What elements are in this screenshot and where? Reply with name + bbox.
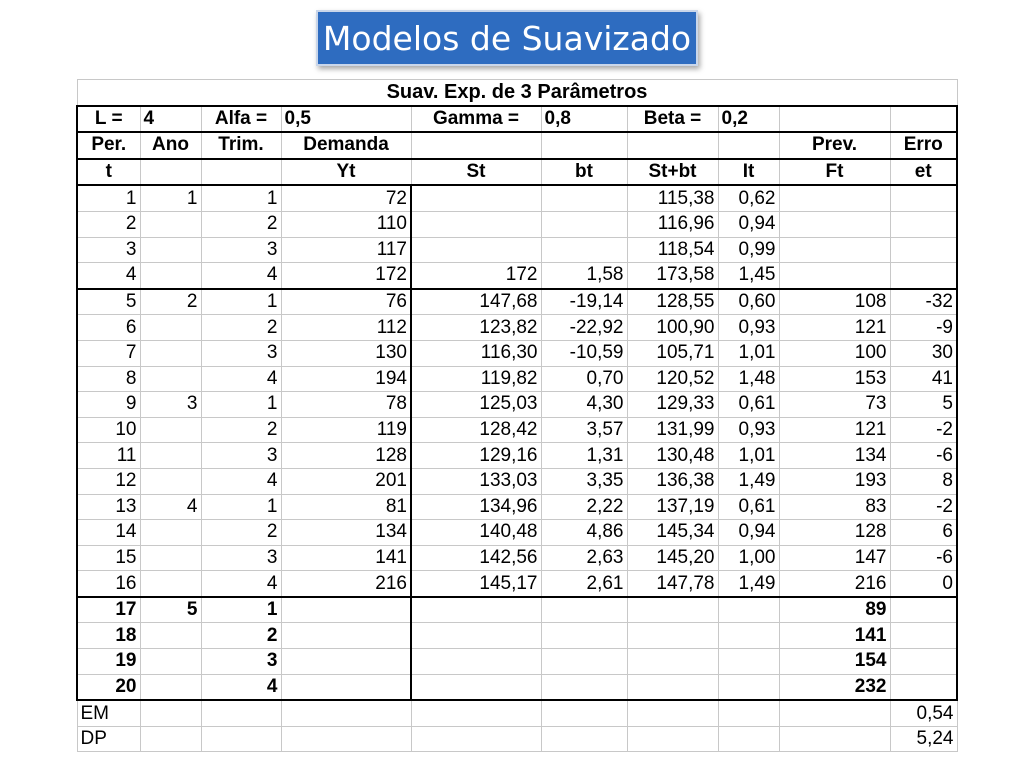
cell-st-bt: 120,52 [627,366,718,392]
cell-per: 9 [77,392,140,418]
cell-ano: 4 [140,494,201,520]
header-ano: Ano [140,132,201,159]
cell-per: 18 [77,623,140,649]
summary-empty-cell [201,700,281,726]
cell-st: 125,03 [411,392,541,418]
table-row [77,443,957,469]
cell-erro: -6 [890,545,957,571]
cell-prev [779,237,890,263]
cell-trim: 4 [201,468,281,494]
table-row [77,623,957,649]
cell-it: 0,93 [718,315,779,341]
cell-it: 1,48 [718,366,779,392]
cell-per: 3 [77,237,140,263]
cell-it: 0,60 [718,289,779,315]
cell-prev: 232 [779,674,890,700]
cell-st: 128,42 [411,417,541,443]
cell-it: 0,62 [718,185,779,211]
subheader-prev: Ft [779,159,890,186]
cell-prev: 89 [779,597,890,623]
cell-it: 0,94 [718,211,779,237]
cell-demanda: 172 [281,263,411,289]
cell-demanda: 78 [281,392,411,418]
cell-trim: 3 [201,237,281,263]
cell-st: 140,48 [411,520,541,546]
summary-empty-cell [627,726,718,752]
summary-value: 5,24 [890,726,957,752]
cell-demanda: 128 [281,443,411,469]
table-row [77,597,957,623]
summary-empty-cell [201,726,281,752]
param-empty-cell [890,106,957,133]
cell-bt [541,674,627,700]
cell-st-bt [627,597,718,623]
cell-st [411,211,541,237]
cell-erro: -9 [890,315,957,341]
param-l-value: 4 [140,106,201,133]
cell-ano [140,315,201,341]
cell-ano: 1 [140,185,201,211]
cell-st: 147,68 [411,289,541,315]
header-st-bt [627,132,718,159]
cell-per: 19 [77,649,140,675]
header-demanda: Demanda [281,132,411,159]
cell-st-bt: 116,96 [627,211,718,237]
summary-empty-cell [779,726,890,752]
cell-it: 1,00 [718,545,779,571]
table-row [77,674,957,700]
cell-st-bt [627,674,718,700]
param-beta-label: Beta = [627,106,718,133]
cell-st-bt: 105,71 [627,340,718,366]
table-row [77,366,957,392]
cell-prev [779,185,890,211]
cell-erro: 0 [890,571,957,597]
summary-empty-cell [411,700,541,726]
cell-prev [779,211,890,237]
cell-ano [140,545,201,571]
cell-per: 2 [77,211,140,237]
cell-trim: 1 [201,494,281,520]
cell-demanda: 194 [281,366,411,392]
summary-label: EM [77,700,140,726]
cell-prev: 108 [779,289,890,315]
cell-per: 11 [77,443,140,469]
table-row [77,315,957,341]
cell-st [411,623,541,649]
cell-trim: 4 [201,571,281,597]
cell-erro: 5 [890,392,957,418]
param-beta-value: 0,2 [718,106,779,133]
cell-bt: 2,61 [541,571,627,597]
summary-label: DP [77,726,140,752]
cell-ano [140,237,201,263]
header-prev: Prev. [779,132,890,159]
cell-per: 17 [77,597,140,623]
summary-empty-cell [140,726,201,752]
subheader-st: St [411,159,541,186]
cell-it [718,649,779,675]
cell-bt: 3,57 [541,417,627,443]
cell-st [411,185,541,211]
cell-bt [541,649,627,675]
table-row [77,211,957,237]
cell-ano [140,571,201,597]
cell-prev [779,263,890,289]
cell-prev: 147 [779,545,890,571]
cell-bt [541,185,627,211]
cell-bt: -19,14 [541,289,627,315]
cell-ano [140,520,201,546]
subheader-it: It [718,159,779,186]
cell-trim: 1 [201,392,281,418]
cell-it: 1,49 [718,571,779,597]
cell-trim: 2 [201,520,281,546]
cell-ano [140,623,201,649]
summary-empty-cell [718,700,779,726]
cell-per: 8 [77,366,140,392]
cell-bt: -10,59 [541,340,627,366]
table-row [77,520,957,546]
cell-ano [140,417,201,443]
cell-erro [890,623,957,649]
cell-prev: 141 [779,623,890,649]
cell-trim: 1 [201,185,281,211]
cell-erro [890,211,957,237]
cell-trim: 3 [201,649,281,675]
cell-ano: 5 [140,597,201,623]
subheader-row [77,159,957,186]
cell-st-bt: 115,38 [627,185,718,211]
cell-bt [541,211,627,237]
cell-per: 10 [77,417,140,443]
cell-trim: 4 [201,263,281,289]
cell-it: 0,93 [718,417,779,443]
cell-bt: 1,31 [541,443,627,469]
summary-empty-cell [779,700,890,726]
cell-erro: -2 [890,417,957,443]
cell-st: 116,30 [411,340,541,366]
table-title-row [77,80,957,106]
header-bt [541,132,627,159]
cell-erro [890,649,957,675]
cell-bt: -22,92 [541,315,627,341]
cell-prev: 153 [779,366,890,392]
cell-st: 129,16 [411,443,541,469]
cell-bt: 2,22 [541,494,627,520]
cell-per: 14 [77,520,140,546]
cell-it: 0,99 [718,237,779,263]
cell-st-bt: 173,58 [627,263,718,289]
cell-erro: 6 [890,520,957,546]
cell-trim: 2 [201,417,281,443]
cell-prev: 83 [779,494,890,520]
cell-trim: 2 [201,315,281,341]
cell-ano [140,211,201,237]
cell-demanda: 141 [281,545,411,571]
cell-trim: 3 [201,340,281,366]
table-row [77,571,957,597]
subheader-st-bt: St+bt [627,159,718,186]
cell-st-bt: 147,78 [627,571,718,597]
cell-it [718,623,779,649]
cell-erro: -6 [890,443,957,469]
cell-demanda: 216 [281,571,411,597]
subheader-erro: et [890,159,957,186]
table-row [77,340,957,366]
param-alfa-label: Alfa = [201,106,281,133]
cell-st: 123,82 [411,315,541,341]
subheader-bt: bt [541,159,627,186]
cell-st-bt: 136,38 [627,468,718,494]
cell-st-bt [627,649,718,675]
cell-it: 1,49 [718,468,779,494]
header-per: Per. [77,132,140,159]
cell-it: 0,61 [718,392,779,418]
summary-empty-cell [411,726,541,752]
summary-empty-cell [541,700,627,726]
summary-empty-cell [718,726,779,752]
cell-demanda: 130 [281,340,411,366]
cell-it: 1,01 [718,340,779,366]
summary-empty-cell [627,700,718,726]
cell-erro: 41 [890,366,957,392]
cell-erro: 8 [890,468,957,494]
table-row [77,263,957,289]
cell-prev: 100 [779,340,890,366]
cell-trim: 3 [201,545,281,571]
cell-bt [541,237,627,263]
cell-trim: 2 [201,623,281,649]
cell-trim: 2 [201,211,281,237]
cell-st-bt: 100,90 [627,315,718,341]
table-row [77,649,957,675]
cell-demanda: 72 [281,185,411,211]
param-gamma-value: 0,8 [541,106,627,133]
cell-prev: 216 [779,571,890,597]
parameters-row [77,106,957,133]
cell-st: 145,17 [411,571,541,597]
cell-st [411,674,541,700]
cell-per: 15 [77,545,140,571]
cell-st-bt: 130,48 [627,443,718,469]
cell-st-bt: 145,34 [627,520,718,546]
header-trim: Trim. [201,132,281,159]
cell-st: 119,82 [411,366,541,392]
cell-per: 20 [77,674,140,700]
cell-per: 12 [77,468,140,494]
cell-it: 0,61 [718,494,779,520]
cell-st-bt [627,623,718,649]
cell-st-bt: 137,19 [627,494,718,520]
param-gamma-label: Gamma = [411,106,541,133]
cell-bt [541,597,627,623]
cell-demanda: 76 [281,289,411,315]
cell-it [718,597,779,623]
cell-prev: 128 [779,520,890,546]
slide-title: Modelos de Suavizado [316,10,698,66]
summary-empty-cell [281,700,411,726]
cell-st-bt: 128,55 [627,289,718,315]
summary-row [77,700,957,726]
cell-demanda: 110 [281,211,411,237]
cell-it: 1,45 [718,263,779,289]
cell-bt: 2,63 [541,545,627,571]
cell-ano [140,468,201,494]
subheader-demanda: Yt [281,159,411,186]
cell-st-bt: 131,99 [627,417,718,443]
cell-st: 142,56 [411,545,541,571]
cell-erro: -2 [890,494,957,520]
cell-ano [140,366,201,392]
cell-st-bt: 129,33 [627,392,718,418]
cell-erro: -32 [890,289,957,315]
cell-prev: 134 [779,443,890,469]
cell-ano [140,263,201,289]
cell-st-bt: 145,20 [627,545,718,571]
param-l-label: L = [77,106,140,133]
cell-erro [890,237,957,263]
cell-trim: 4 [201,366,281,392]
param-empty-cell [779,106,890,133]
cell-erro [890,597,957,623]
cell-demanda: 134 [281,520,411,546]
table-row [77,392,957,418]
cell-demanda: 119 [281,417,411,443]
cell-per: 4 [77,263,140,289]
cell-demanda: 81 [281,494,411,520]
cell-erro [890,674,957,700]
cell-demanda: 201 [281,468,411,494]
smoothing-table [76,79,958,752]
cell-st: 133,03 [411,468,541,494]
cell-per: 5 [77,289,140,315]
cell-st [411,597,541,623]
param-alfa-value: 0,5 [281,106,411,133]
cell-it: 1,01 [718,443,779,469]
cell-demanda [281,597,411,623]
cell-per: 7 [77,340,140,366]
cell-demanda: 117 [281,237,411,263]
cell-demanda: 112 [281,315,411,341]
cell-erro: 30 [890,340,957,366]
subheader-ano [140,159,201,186]
cell-trim: 1 [201,597,281,623]
cell-demanda [281,674,411,700]
cell-bt: 1,58 [541,263,627,289]
table-title: Suav. Exp. de 3 Parâmetros [77,80,957,106]
cell-prev: 121 [779,417,890,443]
cell-bt: 3,35 [541,468,627,494]
cell-per: 6 [77,315,140,341]
summary-empty-cell [541,726,627,752]
header-row [77,132,957,159]
cell-bt: 4,86 [541,520,627,546]
cell-trim: 4 [201,674,281,700]
cell-bt: 4,30 [541,392,627,418]
subheader-per: t [77,159,140,186]
cell-st: 172 [411,263,541,289]
summary-empty-cell [281,726,411,752]
cell-ano [140,340,201,366]
cell-prev: 193 [779,468,890,494]
cell-ano [140,674,201,700]
cell-demanda [281,623,411,649]
subheader-trim [201,159,281,186]
table-row [77,289,957,315]
table-row [77,494,957,520]
table-row [77,237,957,263]
cell-st [411,649,541,675]
cell-st [411,237,541,263]
cell-trim: 3 [201,443,281,469]
cell-ano [140,443,201,469]
cell-it: 0,94 [718,520,779,546]
cell-bt: 0,70 [541,366,627,392]
cell-demanda [281,649,411,675]
header-erro: Erro [890,132,957,159]
table-row [77,185,957,211]
cell-per: 16 [77,571,140,597]
table-row [77,468,957,494]
cell-st-bt: 118,54 [627,237,718,263]
cell-ano: 2 [140,289,201,315]
cell-erro [890,185,957,211]
cell-ano [140,649,201,675]
cell-per: 1 [77,185,140,211]
cell-st: 134,96 [411,494,541,520]
cell-bt [541,623,627,649]
summary-value: 0,54 [890,700,957,726]
header-it [718,132,779,159]
cell-prev: 121 [779,315,890,341]
header-st [411,132,541,159]
cell-trim: 1 [201,289,281,315]
cell-prev: 73 [779,392,890,418]
table-row [77,545,957,571]
cell-per: 13 [77,494,140,520]
cell-erro [890,263,957,289]
cell-prev: 154 [779,649,890,675]
table-row [77,417,957,443]
cell-it [718,674,779,700]
summary-empty-cell [140,700,201,726]
cell-ano: 3 [140,392,201,418]
summary-row [77,726,957,752]
